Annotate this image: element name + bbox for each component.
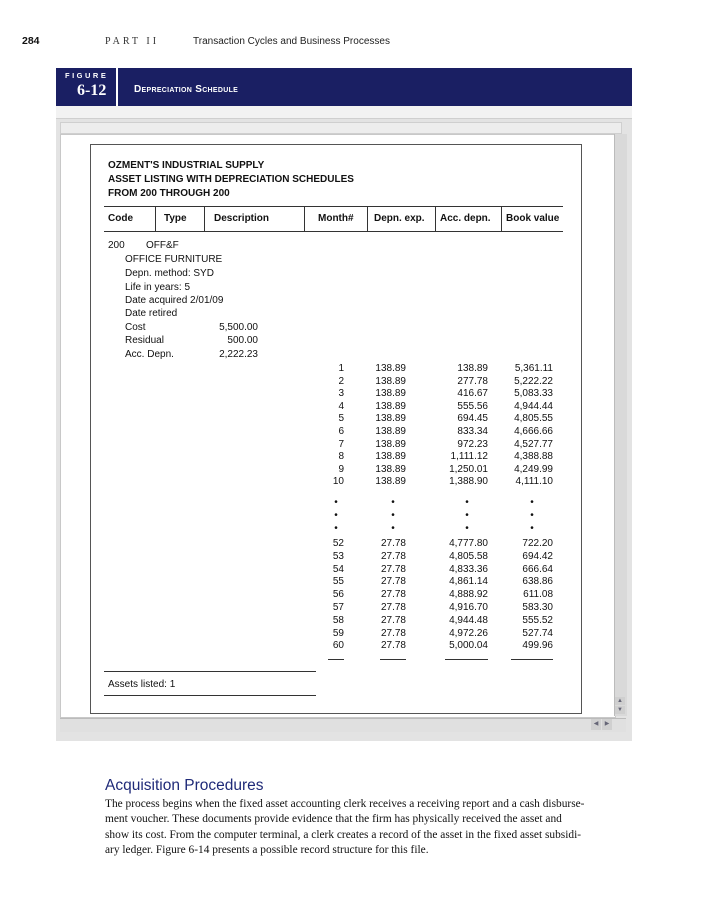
ellipsis-dot: • [391,497,395,508]
paragraph-line: The process begins when the fixed asset accounting clerk receives a receiving report and a cash disburse- [105,798,585,810]
book-value-cell: 666.64 [522,563,553,575]
depn-exp-cell: 138.89 [375,476,406,488]
month-cell: 52 [332,538,344,549]
depn-exp-cell: 27.78 [380,550,406,562]
book-value-cell: 5,222.22 [514,375,553,387]
acc-depn-cell: 833.34 [457,426,488,437]
acc-depn-cell: 4,833.36 [449,563,488,575]
month-cell: 4 [338,400,344,412]
column-header-code: Code [108,213,133,224]
window-top-bar [56,106,632,119]
month-cell: 55 [332,576,344,588]
month-cell: 59 [332,627,344,639]
book-value-cell: 4,527.77 [514,438,553,450]
depn-exp-cell: 27.78 [380,640,406,652]
book-value-cell: 4,388.88 [514,451,553,463]
total-rule [511,659,553,660]
book-value-cell: 5,083.33 [514,388,553,400]
month-cell: 2 [338,375,344,387]
footer-rule-bottom [104,695,316,696]
book-value-cell: 555.52 [522,614,553,626]
book-value-cell: 611.08 [523,589,553,601]
month-cell: 53 [332,550,344,562]
book-value-cell: 4,805.55 [514,413,553,425]
paragraph-line: ment voucher. These documents provide evidence that the firm has physically received the asset and [105,813,562,826]
chapter-title: Transaction Cycles and Business Processes [193,36,390,47]
ellipsis-dot: • [334,523,338,534]
book-value-cell: 722.20 [522,538,553,549]
asset-cost-value: 5,500.00 [219,322,258,333]
ellipsis-dot: • [334,497,338,508]
column-divider [204,207,205,231]
acc-depn-cell: 972.23 [457,438,488,450]
depn-exp-cell: 138.89 [375,463,406,475]
acc-depn-cell: 4,805.58 [449,550,488,562]
month-cell: 7 [338,438,344,450]
triangle-down-icon[interactable]: ▼ [615,706,625,714]
triangle-right-icon[interactable]: ▶ [602,719,612,730]
column-header-description: Description [214,213,270,224]
acc-depn-cell: 555.56 [457,400,488,412]
asset-residual-label: Residual [125,335,164,346]
acc-depn-cell: 4,972.26 [449,627,488,639]
acc-depn-cell: 694.45 [457,413,488,425]
ellipsis-dot: • [391,523,395,534]
depn-exp-cell: 138.89 [375,388,406,400]
column-divider [435,207,436,231]
section-heading: Acquisition Procedures [105,777,264,794]
month-cell: 56 [332,589,344,601]
horizontal-scrollbar[interactable] [60,718,626,732]
asset-date-acquired: Date acquired 2/01/09 [125,295,224,306]
book-value-cell: 4,249.99 [514,463,553,475]
depn-exp-cell: 138.89 [375,363,406,374]
book-value-cell: 499.96 [522,640,553,652]
ellipsis-dot: • [465,523,469,534]
section-paragraph [105,797,632,859]
report-title-listing: ASSET LISTING WITH DEPRECIATION SCHEDULES [108,174,354,185]
depn-exp-cell: 27.78 [380,576,406,588]
month-cell: 57 [332,602,344,613]
footer-rule-top [104,671,316,672]
acc-depn-cell: 1,111.12 [450,451,488,463]
depn-exp-cell: 138.89 [375,375,406,387]
depn-exp-cell: 27.78 [380,563,406,575]
month-cell: 1 [338,363,344,374]
paragraph-line: ary ledger. Figure 6-14 presents a possible record structure for this file. [105,844,429,857]
month-cell: 6 [338,426,344,437]
asset-depn-method: Depn. method: SYD [125,268,214,279]
asset-description: OFFICE FURNITURE [125,254,223,265]
acc-depn-cell: 1,250.01 [449,463,488,475]
acc-depn-cell: 4,888.92 [449,589,488,601]
depn-exp-cell: 27.78 [380,614,406,626]
month-cell: 3 [338,388,344,400]
ellipsis-dot: • [465,510,469,521]
page-number: 284 [22,35,40,47]
depn-exp-cell: 27.78 [380,627,406,639]
month-cell: 10 [332,476,344,488]
report-title-company: OZMENT'S INDUSTRIAL SUPPLY [108,160,265,171]
book-value-cell: 583.30 [522,602,553,613]
column-divider [304,207,305,231]
asset-acc-depn-value: 2,222.23 [219,349,258,360]
column-header-month: Month# [318,213,354,224]
acc-depn-cell: 4,944.48 [449,614,488,626]
ellipsis-dot: • [530,510,534,521]
acc-depn-cell: 4,916.70 [449,602,488,613]
book-value-cell: 5,361.11 [514,363,553,374]
book-value-cell: 694.42 [522,550,553,562]
assets-listed: Assets listed: 1 [108,679,176,690]
depn-exp-cell: 27.78 [380,589,406,601]
paragraph-line: show its cost. From the computer terminal, a clerk creates a record of the asset in the fixed asset subsidi- [105,828,582,841]
column-header-book-value: Book value [506,213,560,224]
book-value-cell: 638.86 [522,576,553,588]
asset-cost-label: Cost [125,322,146,333]
figure-label: FIGURE [65,71,109,80]
ellipsis-dot: • [530,497,534,508]
report-title-range: FROM 200 THROUGH 200 [108,188,230,199]
acc-depn-cell: 4,861.14 [449,576,488,588]
depn-exp-cell: 138.89 [375,451,406,463]
column-divider [501,207,502,231]
window-toolbar [60,122,622,134]
asset-acc-depn-label: Acc. Depn. [125,349,174,360]
column-divider [155,207,156,231]
figure-number: 6-12 [77,82,107,99]
ellipsis-dot: • [530,523,534,534]
asset-code: 200 [108,240,125,251]
column-divider [367,207,368,231]
month-cell: 5 [338,413,344,425]
month-cell: 8 [338,451,344,463]
ellipsis-dot: • [391,510,395,521]
total-rule [445,659,488,660]
figure-number-box [56,68,118,106]
ellipsis-dot: • [465,497,469,508]
asset-date-retired: Date retired [125,308,178,319]
month-cell: 60 [332,640,344,652]
part-label: PART II [105,36,160,47]
book-value-cell: 4,111.10 [515,476,553,488]
depn-exp-cell: 138.89 [375,413,406,425]
depn-exp-cell: 27.78 [380,538,406,549]
book-value-cell: 4,666.66 [514,426,553,437]
asset-residual-value: 500.00 [227,335,258,346]
column-header-type: Type [164,213,187,224]
acc-depn-cell: 4,777.80 [449,538,488,549]
asset-type: OFF&F [146,240,179,251]
book-value-cell: 4,944.44 [514,400,553,412]
depn-exp-cell: 138.89 [375,400,406,412]
total-rule [328,659,344,660]
asset-life: Life in years: 5 [125,282,191,293]
month-cell: 58 [332,614,344,626]
total-rule [380,659,406,660]
book-value-cell: 527.74 [522,627,553,639]
depn-exp-cell: 138.89 [375,438,406,450]
acc-depn-cell: 277.78 [457,375,488,387]
depn-exp-cell: 27.78 [380,602,406,613]
acc-depn-cell: 416.67 [457,388,488,400]
month-cell: 9 [338,463,344,475]
acc-depn-cell: 138.89 [457,363,488,374]
column-header-acc-depn: Acc. depn. [440,213,491,224]
acc-depn-cell: 5,000.04 [449,640,488,652]
acc-depn-cell: 1,388.90 [449,476,488,488]
depn-exp-cell: 138.89 [375,426,406,437]
header-rule-top [104,206,563,207]
ellipsis-dot: • [334,510,338,521]
column-header-depn-exp: Depn. exp. [374,213,425,224]
header-rule-bottom [104,231,563,232]
month-cell: 54 [332,563,344,575]
triangle-up-icon[interactable]: ▲ [615,697,625,705]
triangle-left-icon[interactable]: ◀ [591,719,601,730]
figure-title: Depreciation Schedule [134,84,239,95]
vertical-scrollbar[interactable] [614,134,627,716]
